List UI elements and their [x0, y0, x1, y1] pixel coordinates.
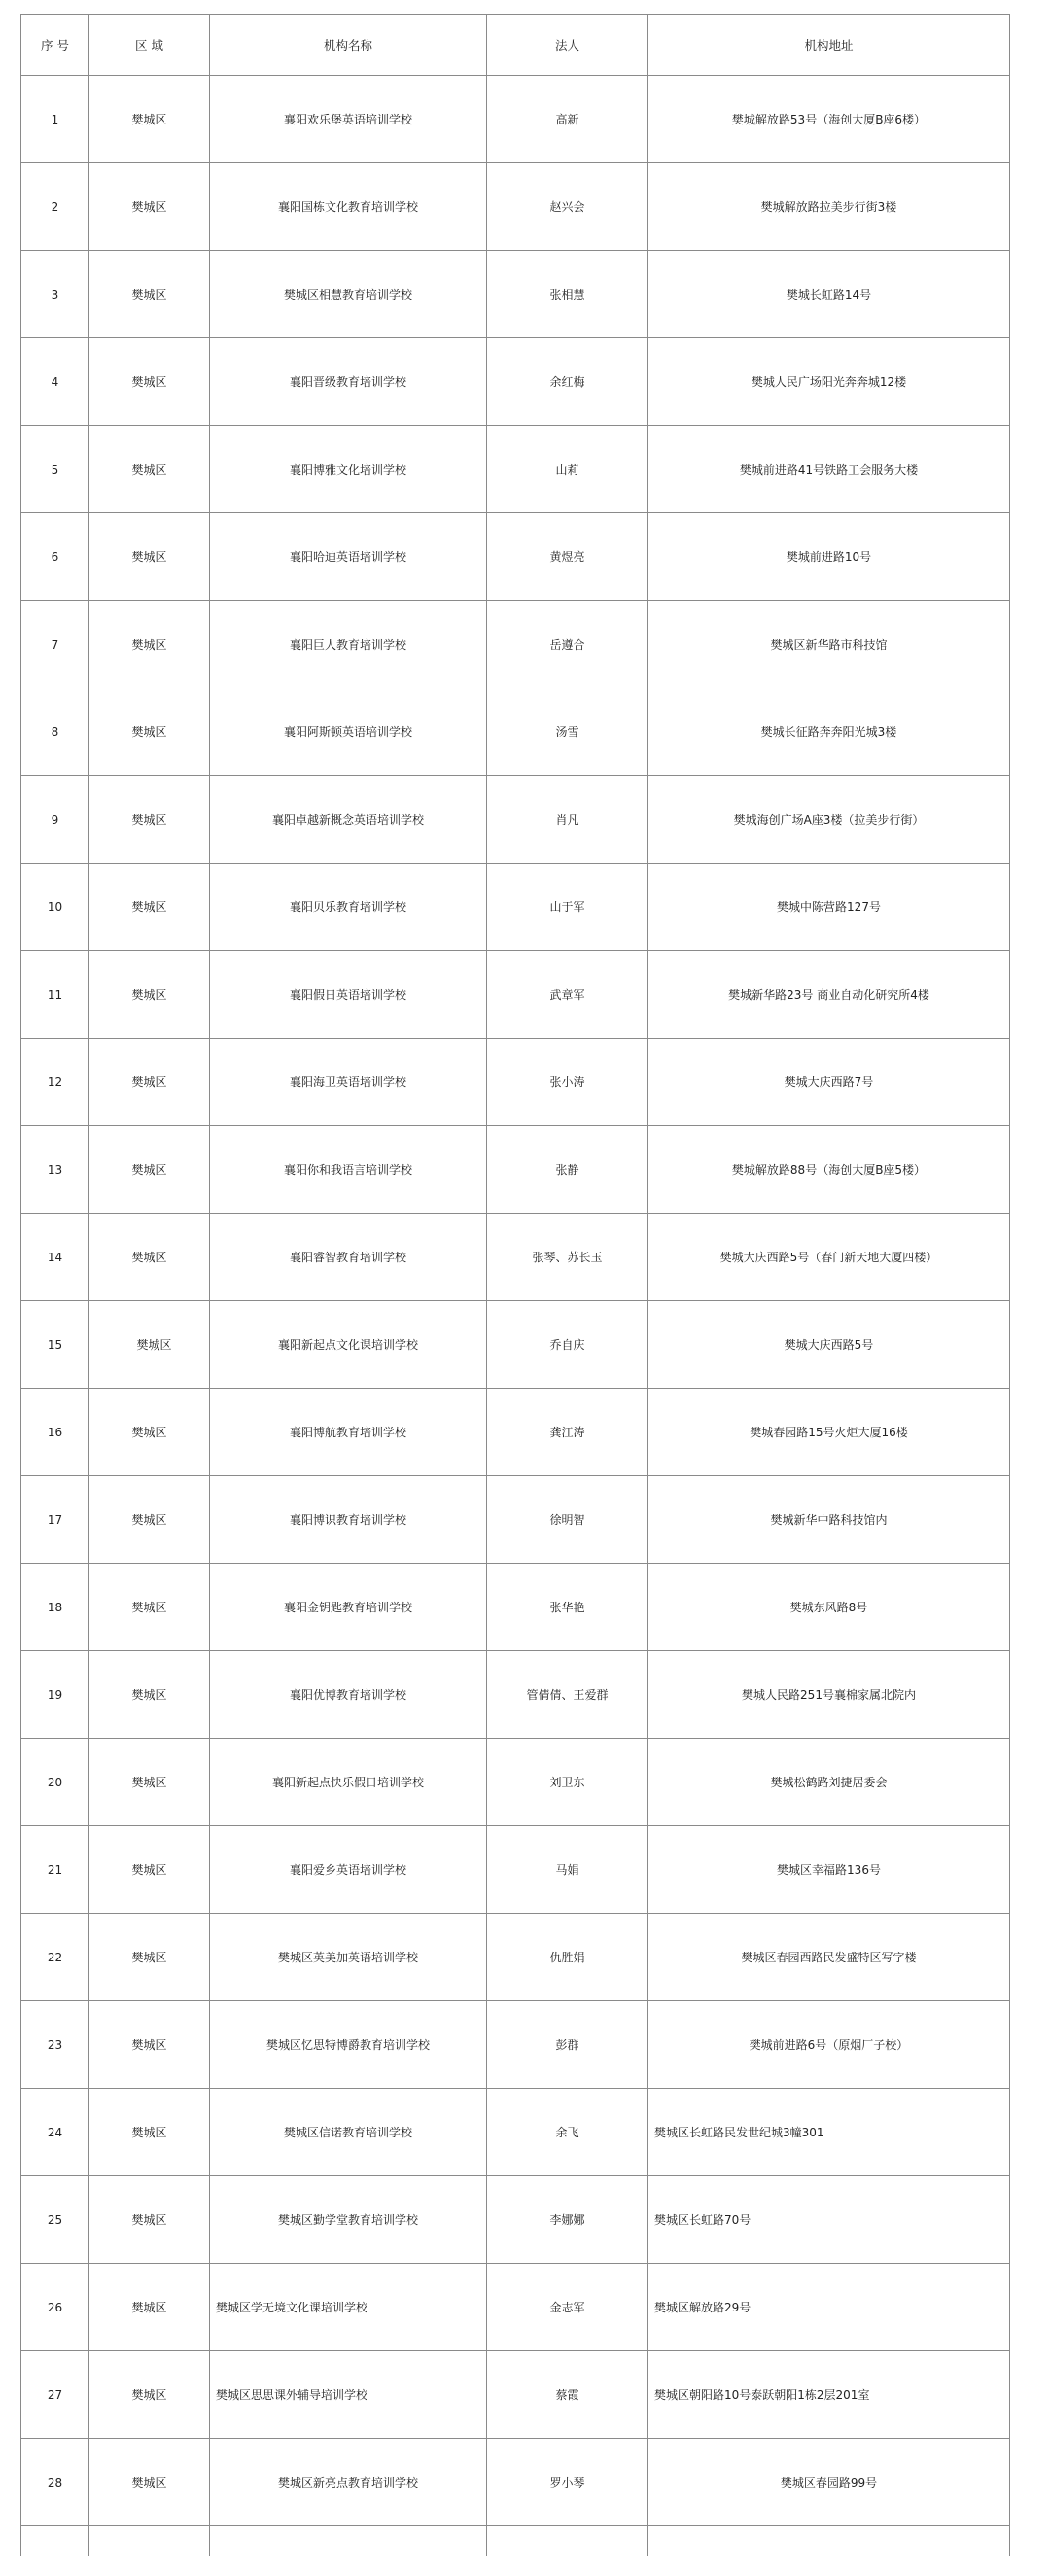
table-row	[21, 601, 1010, 688]
cell-seq: 15	[21, 1301, 89, 1389]
table-row	[21, 2439, 1010, 2526]
cell-name: 襄阳国栋文化教育培训学校	[210, 163, 487, 251]
cell-name: 襄阳新起点文化课培训学校	[210, 1301, 487, 1389]
cell-address: 樊城前进路41号铁路工会服务大楼	[648, 426, 1010, 513]
cell-address: 樊城区长虹路70号	[648, 2176, 1010, 2264]
cell-address: 樊城东风路8号	[648, 1564, 1010, 1651]
cell-seq: 14	[21, 1214, 89, 1301]
cell-name: 襄阳金钥匙教育培训学校	[210, 1564, 487, 1651]
cell-name: 樊城区新亮点教育培训学校	[210, 2439, 487, 2526]
cell-address: 樊城区春园路99号	[648, 2439, 1010, 2526]
cell-name: 襄阳优博教育培训学校	[210, 1651, 487, 1739]
cell-seq: 23	[21, 2001, 89, 2089]
cell-representative: 罗小琴	[487, 2439, 648, 2526]
table-header-row	[21, 15, 1010, 76]
cell-name: 襄阳新起点快乐假日培训学校	[210, 1739, 487, 1826]
cell-address: 樊城大庆西路5号	[648, 1301, 1010, 1389]
cell-seq: 9	[21, 776, 89, 864]
cell-address: 樊城中陈营路127号	[648, 864, 1010, 951]
cell-representative: 张静	[487, 1126, 648, 1214]
cell-district: 樊城区	[89, 1214, 210, 1301]
cell-district: 樊城区	[89, 2439, 210, 2526]
cell-representative: 金志军	[487, 2264, 648, 2351]
cell-address: 樊城解放路53号（海创大厦B座6楼）	[648, 76, 1010, 163]
cell-address: 樊城长征路奔奔阳光城3楼	[648, 688, 1010, 776]
cell-seq: 8	[21, 688, 89, 776]
cell-name: 樊城区英美加英语培训学校	[210, 1914, 487, 2001]
cell-name: 襄阳爱乡英语培训学校	[210, 1826, 487, 1914]
cell-representative: 张华艳	[487, 1564, 648, 1651]
cell-address: 樊城人民路251号襄棉家属北院内	[648, 1651, 1010, 1739]
cell-seq: 28	[21, 2439, 89, 2526]
cell-address: 樊城解放路拉美步行街3楼	[648, 163, 1010, 251]
cell-seq: 11	[21, 951, 89, 1039]
cell-seq: 18	[21, 1564, 89, 1651]
cell-representative: 彭群	[487, 2001, 648, 2089]
cell-seq: 3	[21, 251, 89, 338]
cell-representative: 余飞	[487, 2089, 648, 2176]
table-row	[21, 251, 1010, 338]
table-row-partial	[21, 2526, 1010, 2556]
cell-representative: 龚江涛	[487, 1389, 648, 1476]
cell-empty	[648, 2526, 1010, 2556]
cell-address: 樊城大庆西路5号（春门新天地大厦四楼）	[648, 1214, 1010, 1301]
cell-district: 樊城区	[89, 251, 210, 338]
cell-representative: 蔡霞	[487, 2351, 648, 2439]
header-representative: 法人	[487, 15, 648, 76]
table-row	[21, 1389, 1010, 1476]
cell-representative: 岳遵合	[487, 601, 648, 688]
table-row	[21, 1564, 1010, 1651]
table-row	[21, 163, 1010, 251]
table-row	[21, 1126, 1010, 1214]
table-row	[21, 2176, 1010, 2264]
header-name: 机构名称	[210, 15, 487, 76]
cell-address: 樊城解放路88号（海创大厦B座5楼）	[648, 1126, 1010, 1214]
table-row	[21, 513, 1010, 601]
cell-representative: 武章军	[487, 951, 648, 1039]
cell-representative: 黄煜亮	[487, 513, 648, 601]
cell-name: 樊城区勤学堂教育培训学校	[210, 2176, 487, 2264]
cell-representative: 张琴、苏长玉	[487, 1214, 648, 1301]
cell-district: 樊城区	[89, 2089, 210, 2176]
table-row	[21, 688, 1010, 776]
header-district: 区 域	[89, 15, 210, 76]
cell-seq: 22	[21, 1914, 89, 2001]
cell-district: 樊城区	[89, 688, 210, 776]
cell-district: 樊城区	[89, 776, 210, 864]
cell-seq: 6	[21, 513, 89, 601]
cell-representative: 乔自庆	[487, 1301, 648, 1389]
cell-district: 樊城区	[89, 1039, 210, 1126]
cell-representative: 李娜娜	[487, 2176, 648, 2264]
cell-address: 樊城新华路23号 商业自动化研究所4楼	[648, 951, 1010, 1039]
registry-sheet	[20, 14, 1009, 2556]
cell-name: 襄阳欢乐堡英语培训学校	[210, 76, 487, 163]
cell-seq: 2	[21, 163, 89, 251]
cell-representative: 马娟	[487, 1826, 648, 1914]
cell-seq: 4	[21, 338, 89, 426]
cell-district: 樊城区	[89, 1301, 210, 1389]
cell-address: 樊城海创广场A座3楼（拉美步行街）	[648, 776, 1010, 864]
table-row	[21, 338, 1010, 426]
cell-representative: 管倩倩、王爱群	[487, 1651, 648, 1739]
cell-address: 樊城松鹤路刘捷居委会	[648, 1739, 1010, 1826]
cell-district: 樊城区	[89, 163, 210, 251]
table-row	[21, 1039, 1010, 1126]
cell-name: 襄阳晋级教育培训学校	[210, 338, 487, 426]
cell-seq: 5	[21, 426, 89, 513]
cell-seq: 13	[21, 1126, 89, 1214]
cell-seq: 20	[21, 1739, 89, 1826]
table-row	[21, 1476, 1010, 1564]
cell-representative: 高新	[487, 76, 648, 163]
cell-name: 襄阳博雅文化培训学校	[210, 426, 487, 513]
cell-representative: 张小涛	[487, 1039, 648, 1126]
table-row	[21, 776, 1010, 864]
cell-district: 樊城区	[89, 1651, 210, 1739]
cell-name: 襄阳你和我语言培训学校	[210, 1126, 487, 1214]
cell-representative: 徐明智	[487, 1476, 648, 1564]
cell-seq: 1	[21, 76, 89, 163]
cell-seq: 10	[21, 864, 89, 951]
cell-empty	[210, 2526, 487, 2556]
cell-name: 襄阳海卫英语培训学校	[210, 1039, 487, 1126]
table-row	[21, 1826, 1010, 1914]
table-row	[21, 76, 1010, 163]
cell-district: 樊城区	[89, 2001, 210, 2089]
cell-seq: 24	[21, 2089, 89, 2176]
cell-representative: 余红梅	[487, 338, 648, 426]
cell-address: 樊城长虹路14号	[648, 251, 1010, 338]
cell-representative: 赵兴会	[487, 163, 648, 251]
cell-address: 樊城区朝阳路10号泰跃朝阳1栋2层201室	[648, 2351, 1010, 2439]
cell-district: 樊城区	[89, 2351, 210, 2439]
table-row	[21, 1301, 1010, 1389]
cell-district: 樊城区	[89, 1126, 210, 1214]
cell-representative: 肖凡	[487, 776, 648, 864]
cell-name: 樊城区相慧教育培训学校	[210, 251, 487, 338]
table-row	[21, 2089, 1010, 2176]
cell-address: 樊城前进路6号（原烟厂子校）	[648, 2001, 1010, 2089]
cell-district: 樊城区	[89, 951, 210, 1039]
cell-name: 襄阳卓越新概念英语培训学校	[210, 776, 487, 864]
cell-seq: 7	[21, 601, 89, 688]
cell-seq: 19	[21, 1651, 89, 1739]
cell-district: 樊城区	[89, 601, 210, 688]
cell-address: 樊城区春园西路民发盛特区写字楼	[648, 1914, 1010, 2001]
cell-name: 襄阳巨人教育培训学校	[210, 601, 487, 688]
cell-name: 襄阳贝乐教育培训学校	[210, 864, 487, 951]
cell-district: 樊城区	[89, 1739, 210, 1826]
cell-seq: 25	[21, 2176, 89, 2264]
cell-name: 襄阳博航教育培训学校	[210, 1389, 487, 1476]
cell-district: 樊城区	[89, 2264, 210, 2351]
header-seq: 序 号	[21, 15, 89, 76]
cell-name: 樊城区学无境文化课培训学校	[210, 2264, 487, 2351]
cell-district: 樊城区	[89, 338, 210, 426]
cell-empty	[89, 2526, 210, 2556]
cell-representative: 仇胜娟	[487, 1914, 648, 2001]
cell-district: 樊城区	[89, 1914, 210, 2001]
cell-name: 樊城区忆思特博爵教育培训学校	[210, 2001, 487, 2089]
cell-representative: 山于军	[487, 864, 648, 951]
cell-district: 樊城区	[89, 426, 210, 513]
cell-seq: 16	[21, 1389, 89, 1476]
cell-district: 樊城区	[89, 2176, 210, 2264]
table-row	[21, 1739, 1010, 1826]
cell-address: 樊城新华中路科技馆内	[648, 1476, 1010, 1564]
table-row	[21, 2351, 1010, 2439]
cell-seq: 26	[21, 2264, 89, 2351]
cell-representative: 汤雪	[487, 688, 648, 776]
cell-name: 襄阳博识教育培训学校	[210, 1476, 487, 1564]
table-row	[21, 426, 1010, 513]
cell-address: 樊城区幸福路136号	[648, 1826, 1010, 1914]
cell-seq: 17	[21, 1476, 89, 1564]
cell-name: 襄阳哈迪英语培训学校	[210, 513, 487, 601]
table-row	[21, 864, 1010, 951]
table-row	[21, 1214, 1010, 1301]
cell-empty	[487, 2526, 648, 2556]
cell-seq: 21	[21, 1826, 89, 1914]
header-address: 机构地址	[648, 15, 1010, 76]
cell-representative: 张相慧	[487, 251, 648, 338]
cell-address: 樊城前进路10号	[648, 513, 1010, 601]
cell-name: 襄阳睿智教育培训学校	[210, 1214, 487, 1301]
cell-district: 樊城区	[89, 1389, 210, 1476]
cell-district: 樊城区	[89, 76, 210, 163]
cell-address: 樊城区长虹路民发世纪城3幢301	[648, 2089, 1010, 2176]
cell-address: 樊城春园路15号火炬大厦16楼	[648, 1389, 1010, 1476]
cell-address: 樊城区解放路29号	[648, 2264, 1010, 2351]
cell-address: 樊城人民广场阳光奔奔城12楼	[648, 338, 1010, 426]
table-row	[21, 2264, 1010, 2351]
cell-name: 襄阳阿斯顿英语培训学校	[210, 688, 487, 776]
cell-name: 襄阳假日英语培训学校	[210, 951, 487, 1039]
cell-seq: 27	[21, 2351, 89, 2439]
table-row	[21, 1914, 1010, 2001]
table-row	[21, 1651, 1010, 1739]
cell-address: 樊城大庆西路7号	[648, 1039, 1010, 1126]
institution-table	[20, 14, 1010, 2556]
cell-representative: 刘卫东	[487, 1739, 648, 1826]
table-row	[21, 2001, 1010, 2089]
cell-name: 樊城区思思课外辅导培训学校	[210, 2351, 487, 2439]
table-row	[21, 951, 1010, 1039]
cell-district: 樊城区	[89, 1826, 210, 1914]
cell-district: 樊城区	[89, 1476, 210, 1564]
cell-district: 樊城区	[89, 1564, 210, 1651]
cell-district: 樊城区	[89, 864, 210, 951]
cell-representative: 山莉	[487, 426, 648, 513]
cell-district: 樊城区	[89, 513, 210, 601]
cell-seq: 12	[21, 1039, 89, 1126]
cell-name: 樊城区信诺教育培训学校	[210, 2089, 487, 2176]
cell-empty	[21, 2526, 89, 2556]
cell-address: 樊城区新华路市科技馆	[648, 601, 1010, 688]
